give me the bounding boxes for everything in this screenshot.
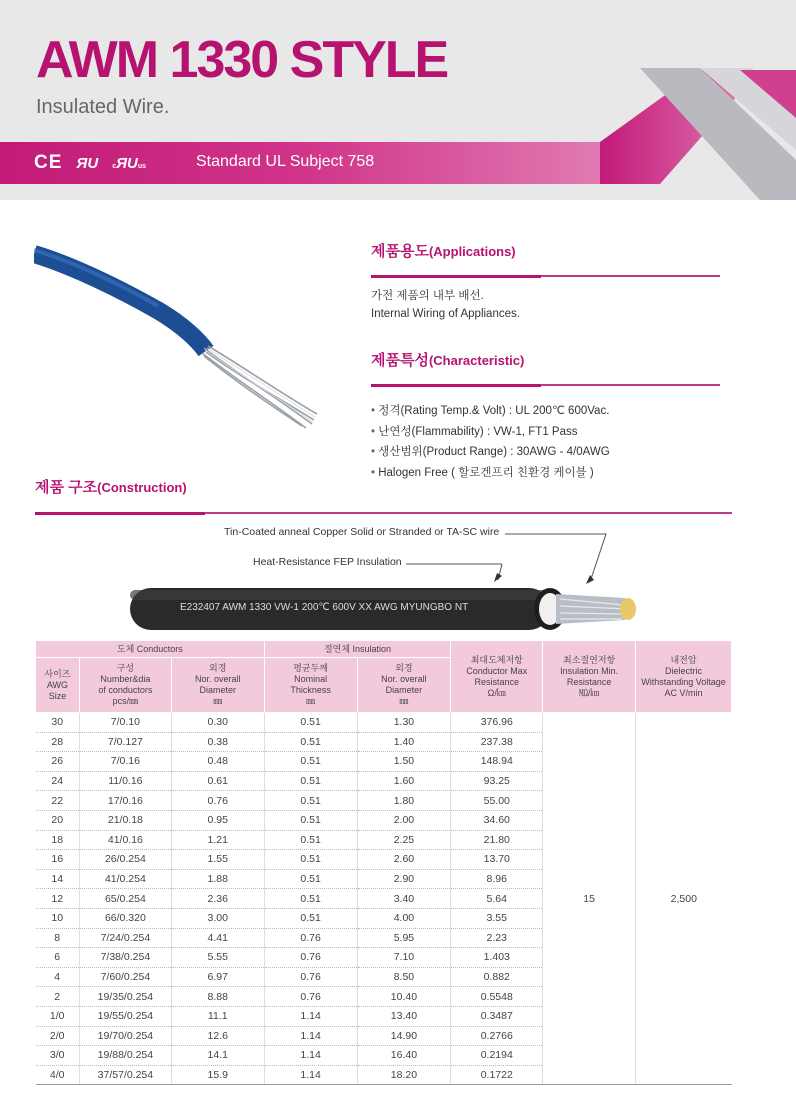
cell-conductor-diameter: 0.30 <box>171 713 264 733</box>
group-header-insulation: 절연체 Insulation <box>264 641 451 658</box>
characteristic-underline <box>371 384 720 386</box>
cell-nominal-thickness: 0.51 <box>264 889 357 909</box>
cell-size: 22 <box>36 791 80 811</box>
table-row <box>36 713 732 733</box>
cell-nominal-thickness: 0.76 <box>264 987 357 1007</box>
group-header-conductors: 도체 Conductors <box>36 641 265 658</box>
cell-nominal-thickness: 1.14 <box>264 1065 357 1085</box>
cell-size: 4/0 <box>36 1065 80 1085</box>
cell-number-dia: 41/0.254 <box>79 869 171 889</box>
cell-nominal-thickness: 0.51 <box>264 791 357 811</box>
cable-print-text: E232407 AWM 1330 VW-1 200℃ 600V XX AWG MYUNGBO NT <box>180 602 469 613</box>
cell-nominal-thickness: 0.51 <box>264 771 357 791</box>
cell-conductor-resistance: 148.94 <box>451 752 543 772</box>
cell-insulation-diameter: 2.90 <box>357 869 451 889</box>
cell-insulation-diameter: 1.80 <box>357 791 451 811</box>
page-title: AWM 1330 STYLE <box>36 31 448 89</box>
cell-nominal-thickness: 0.51 <box>264 908 357 928</box>
cell-conductor-diameter: 8.88 <box>171 987 264 1007</box>
header-conductor-resistance: 최대도체저항 Conductor Max Resistance Ω/㎞ <box>451 641 543 713</box>
cell-conductor-diameter: 6.97 <box>171 967 264 987</box>
conductor-label: Tin-Coated anneal Copper Solid or Stranded or TA-SC wire <box>224 526 500 538</box>
characteristic-list <box>371 401 610 483</box>
cell-conductor-diameter: 15.9 <box>171 1065 264 1085</box>
cell-conductor-resistance: 34.60 <box>451 810 543 830</box>
cable-cross-section <box>120 520 660 635</box>
cell-conductor-resistance: 21.80 <box>451 830 543 850</box>
cell-size: 6 <box>36 948 80 968</box>
cell-conductor-resistance: 93.25 <box>451 771 543 791</box>
header-insulation-diameter: 외경 Nor. overall Diameter ㎜ <box>357 658 451 713</box>
cell-conductor-diameter: 4.41 <box>171 928 264 948</box>
cell-conductor-diameter: 0.76 <box>171 791 264 811</box>
cell-withstanding-voltage: 2,500 <box>636 713 732 1085</box>
cell-conductor-resistance: 0.5548 <box>451 987 543 1007</box>
cell-conductor-resistance: 0.3487 <box>451 1006 543 1026</box>
applications-line-ko: 가전 제품의 내부 배선. <box>371 290 484 302</box>
header-insulation-resistance: 최소절연저항 Insulation Min. Resistance ㏁/㎞ <box>543 641 636 713</box>
cell-insulation-diameter: 5.95 <box>357 928 451 948</box>
cell-insulation-diameter: 1.30 <box>357 713 451 733</box>
cell-number-dia: 7/38/0.254 <box>79 948 171 968</box>
cell-insulation-diameter: 1.40 <box>357 732 451 752</box>
cell-nominal-thickness: 1.14 <box>264 1046 357 1066</box>
cell-size: 16 <box>36 850 80 870</box>
cell-conductor-diameter: 1.55 <box>171 850 264 870</box>
cell-conductor-diameter: 3.00 <box>171 908 264 928</box>
cell-conductor-resistance: 5.64 <box>451 889 543 909</box>
specification-table-body <box>36 713 732 1085</box>
cell-conductor-resistance: 8.96 <box>451 869 543 889</box>
applications-heading: 제품용도(Applications) <box>371 243 516 260</box>
cell-conductor-resistance: 0.1722 <box>451 1065 543 1085</box>
cell-insulation-diameter: 1.60 <box>357 771 451 791</box>
page-subtitle: Insulated Wire. <box>36 96 170 118</box>
cell-size: 2 <box>36 987 80 1007</box>
insulation-label: Heat-Resistance FEP Insulation <box>253 556 402 568</box>
cell-size: 24 <box>36 771 80 791</box>
cell-nominal-thickness: 0.51 <box>264 810 357 830</box>
certification-logos <box>34 151 146 175</box>
cell-size: 3/0 <box>36 1046 80 1066</box>
cell-number-dia: 19/88/0.254 <box>79 1046 171 1066</box>
cell-size: 2/0 <box>36 1026 80 1046</box>
cell-number-dia: 66/0.320 <box>79 908 171 928</box>
construction-diagram <box>120 520 660 635</box>
cell-conductor-resistance: 0.2194 <box>451 1046 543 1066</box>
cell-conductor-resistance: 237.38 <box>451 732 543 752</box>
cell-nominal-thickness: 0.76 <box>264 948 357 968</box>
cell-conductor-resistance: 376.96 <box>451 713 543 733</box>
cell-insulation-diameter: 14.90 <box>357 1026 451 1046</box>
cell-number-dia: 19/70/0.254 <box>79 1026 171 1046</box>
cell-nominal-thickness: 1.14 <box>264 1026 357 1046</box>
cell-size: 8 <box>36 928 80 948</box>
cell-nominal-thickness: 0.76 <box>264 928 357 948</box>
cell-nominal-thickness: 0.51 <box>264 732 357 752</box>
cell-conductor-resistance: 13.70 <box>451 850 543 870</box>
cell-size: 1/0 <box>36 1006 80 1026</box>
cell-nominal-thickness: 0.76 <box>264 967 357 987</box>
cell-conductor-diameter: 11.1 <box>171 1006 264 1026</box>
cell-insulation-diameter: 8.50 <box>357 967 451 987</box>
cell-number-dia: 7/0.16 <box>79 752 171 772</box>
cell-conductor-resistance: 2.23 <box>451 928 543 948</box>
cell-number-dia: 21/0.18 <box>79 810 171 830</box>
cell-conductor-diameter: 5.55 <box>171 948 264 968</box>
cell-conductor-resistance: 0.2766 <box>451 1026 543 1046</box>
header-nominal-thickness: 평균두께 Nominal Thickness ㎜ <box>264 658 357 713</box>
standard-band <box>0 142 600 184</box>
cell-size: 18 <box>36 830 80 850</box>
cell-size: 30 <box>36 713 80 733</box>
standard-text: Standard UL Subject 758 <box>196 153 375 170</box>
cell-insulation-diameter: 1.50 <box>357 752 451 772</box>
cell-conductor-diameter: 0.48 <box>171 752 264 772</box>
cell-insulation-diameter: 18.20 <box>357 1065 451 1085</box>
cell-size: 10 <box>36 908 80 928</box>
cell-number-dia: 41/0.16 <box>79 830 171 850</box>
ce-mark-logo: CE <box>34 152 63 173</box>
cell-size: 26 <box>36 752 80 772</box>
cell-conductor-diameter: 0.61 <box>171 771 264 791</box>
specification-table <box>35 640 732 1085</box>
cell-insulation-diameter: 2.25 <box>357 830 451 850</box>
cell-number-dia: 26/0.254 <box>79 850 171 870</box>
cell-conductor-resistance: 55.00 <box>451 791 543 811</box>
cell-nominal-thickness: 1.14 <box>264 1006 357 1026</box>
header-conductor-diameter: 외경 Nor. overall Diameter ㎜ <box>171 658 264 713</box>
cell-size: 4 <box>36 967 80 987</box>
cell-conductor-resistance: 1.403 <box>451 948 543 968</box>
cell-conductor-diameter: 14.1 <box>171 1046 264 1066</box>
applications-text <box>371 287 520 323</box>
cell-size: 20 <box>36 810 80 830</box>
header-number-dia: 구성 Number&dia of conductors pcs/㎜ <box>79 658 171 713</box>
cul-recognized-logo: cЯUus <box>112 154 147 172</box>
cell-nominal-thickness: 0.51 <box>264 830 357 850</box>
cell-conductor-diameter: 0.95 <box>171 810 264 830</box>
cell-number-dia: 19/55/0.254 <box>79 1006 171 1026</box>
characteristic-item: • 정격(Rating Temp.& Volt) : UL 200℃ 600Vac. <box>371 401 610 422</box>
cell-number-dia: 65/0.254 <box>79 889 171 909</box>
cell-insulation-resistance: 15 <box>543 713 636 1085</box>
cell-number-dia: 7/60/0.254 <box>79 967 171 987</box>
characteristic-item: • Halogen Free ( 할로겐프리 친환경 케이블 ) <box>371 463 610 484</box>
construction-heading: 제품 구조(Construction) <box>35 479 187 496</box>
cell-conductor-resistance: 0.882 <box>451 967 543 987</box>
cell-insulation-diameter: 16.40 <box>357 1046 451 1066</box>
cell-insulation-diameter: 2.00 <box>357 810 451 830</box>
cell-insulation-diameter: 10.40 <box>357 987 451 1007</box>
cell-insulation-diameter: 3.40 <box>357 889 451 909</box>
cell-conductor-diameter: 2.36 <box>171 889 264 909</box>
characteristic-item: • 난연성(Flammability) : VW-1, FT1 Pass <box>371 422 610 443</box>
cell-number-dia: 7/24/0.254 <box>79 928 171 948</box>
cell-size: 14 <box>36 869 80 889</box>
cell-nominal-thickness: 0.51 <box>264 850 357 870</box>
cell-conductor-diameter: 1.21 <box>171 830 264 850</box>
cell-conductor-resistance: 3.55 <box>451 908 543 928</box>
wire-photo <box>34 236 324 436</box>
cell-number-dia: 11/0.16 <box>79 771 171 791</box>
header-withstanding-voltage: 내전압 Dielectric Withstanding Voltage AC V/min <box>636 641 732 713</box>
cell-insulation-diameter: 7.10 <box>357 948 451 968</box>
cell-size: 12 <box>36 889 80 909</box>
characteristic-heading: 제품특성(Characteristic) <box>371 352 525 369</box>
cell-number-dia: 37/57/0.254 <box>79 1065 171 1085</box>
cell-nominal-thickness: 0.51 <box>264 869 357 889</box>
ul-recognized-logo: ЯU <box>76 154 99 172</box>
cell-number-dia: 17/0.16 <box>79 791 171 811</box>
cell-number-dia: 7/0.127 <box>79 732 171 752</box>
cell-size: 28 <box>36 732 80 752</box>
cell-insulation-diameter: 13.40 <box>357 1006 451 1026</box>
cell-conductor-diameter: 12.6 <box>171 1026 264 1046</box>
cell-nominal-thickness: 0.51 <box>264 713 357 733</box>
cell-insulation-diameter: 2.60 <box>357 850 451 870</box>
applications-line-en: Internal Wiring of Appliances. <box>371 308 520 320</box>
cell-conductor-diameter: 0.38 <box>171 732 264 752</box>
construction-underline <box>35 512 732 514</box>
cell-nominal-thickness: 0.51 <box>264 752 357 772</box>
applications-underline <box>371 275 720 277</box>
characteristic-item: • 생산범위(Product Range) : 30AWG - 4/0AWG <box>371 442 610 463</box>
cell-number-dia: 19/35/0.254 <box>79 987 171 1007</box>
cell-conductor-diameter: 1.88 <box>171 869 264 889</box>
cell-insulation-diameter: 4.00 <box>357 908 451 928</box>
header-size: 사이즈 AWG Size <box>36 658 80 713</box>
cell-number-dia: 7/0.10 <box>79 713 171 733</box>
